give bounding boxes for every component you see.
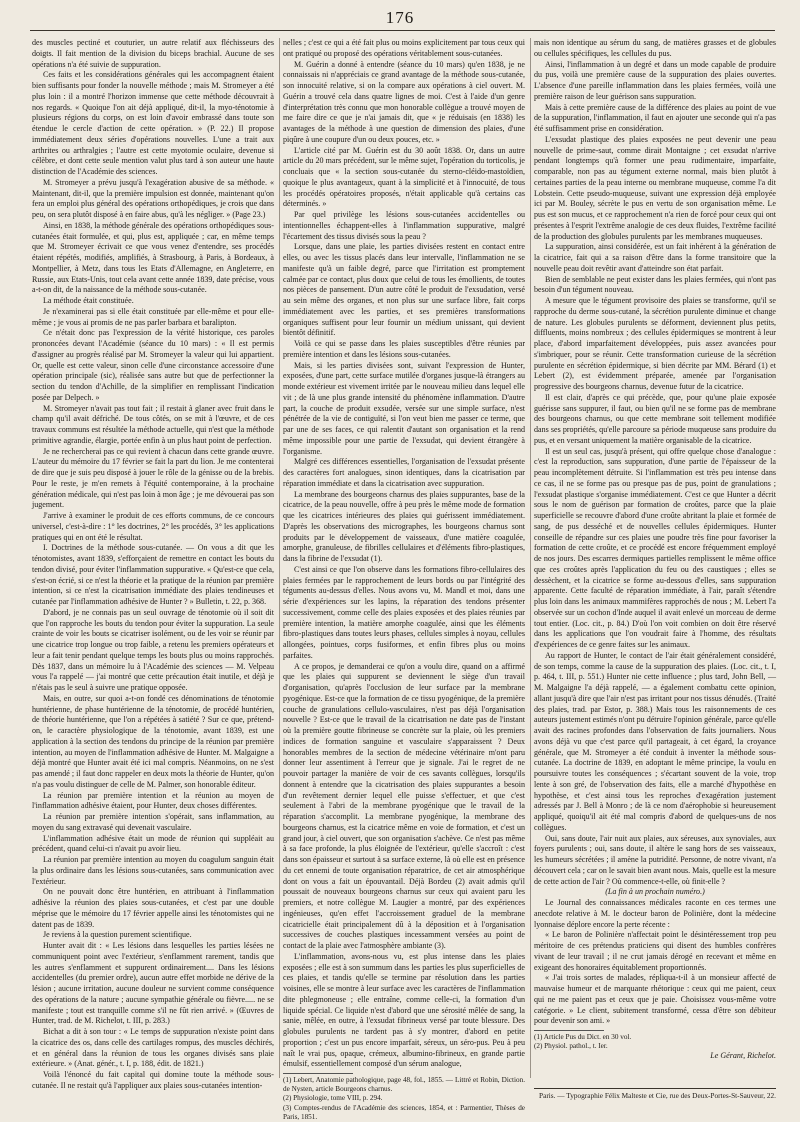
paragraph: Bichat a dit à son tour : « Le temps de suppuration n'existe point dans la cicatrice des os, dans celle des cartilages rompus, des muscles déchirés, et en général dans la réunion de tous les organes divisés sans plaie extérieure. » (Anat. génér., t. I, p. 188, édit. de 1821.) xyxy=(32,1027,274,1069)
paragraph: L'article cité par M. Guérin est du 30 août 1838. Or, dans un autre article du 20 mars précédent, sur le même sujet, l'opération du torticolis, je concluais que « la section sous-cutanée du sterno-cléido-mastoïdien, quoique le plus avantageux, quant à la simplicité et à l'innocuité, de tous les procédés opératoires proposés, n'était applicable qu'à certains cas déterminés. » xyxy=(283,145,525,209)
paragraph: J'arrive à examiner le produit de ces efforts communs, de ce concours universel, c'est-à-dire : 1° les doctrines, 2° les procédés, 3° les applications pratiques qui en ont été le résultat. xyxy=(32,511,274,542)
page-number: 176 xyxy=(385,8,415,27)
paragraph: « Le baron de Polinière n'affectait point le désintéressement trop peu méritoire de ces prétendus praticiens qui disent des humbles confrères vivant de leur travail ; il ne crut jamais dérogé en recevant et même en exigeant des honoraires équitablement proportionnés. xyxy=(534,930,776,972)
paragraph: Je n'examinerai pas si elle était constituée par elle-même et pour elle-même ; je vous ai promis de ne pas parler barbara et baralipton. xyxy=(32,306,274,327)
text-column-3 xyxy=(534,38,776,1061)
paragraph: Ainsi, l'inflammation à un degré et dans un mode capable de produire du pus, voilà une première cause de la suppuration des plaies ouvertes. L'absence d'une pareille inflammation dans les plaies fermées, voilà une première raison de leur guérison sans suppuration. xyxy=(534,59,776,101)
paragraph: L'exsudat plastique des plaies exposées ne peut devenir une peau nouvelle de prime-saut, comme dirait Montaigne ; cet exsudat n'arrive pendant longtemps qu'à former une peau rudimentaire, imparfaite, comparable, non pas au tégument externe normal, mais bien plutôt à certaines parties de la peau interne ou membrane muqueuse, comme l'a dit Lobstein. Cette pseudo-muqueuse, suivant une expression déjà employée ici par M. Bouley, sécrète le pus en vertu de son organisation même. Le pus est son mucus, et ce rapprochement n'a rien de forcé pour ceux qui ont présentes à l'esprit l'extrême analogie de ces deux fluides, l'extrême facilité de la production des globules purulents par les membranes muqueuses. xyxy=(534,134,776,241)
paragraph: La réunion par première intention et la réunion au moyen de l'inflammation adhésive étaient, pour Hunter, deux choses différentes. xyxy=(32,790,274,811)
footnote: (1) Article Pus du Dict. en 30 vol. xyxy=(534,1033,632,1041)
paragraph: Lorsque, dans une plaie, les parties divisées restent en contact entre elles, ou avec les tissus placés dans leur intervalle, l'inflammation ne se manifeste qu'à un faible degré, parce que l'irritation est promptement calmée par ce contact, plus doux que celui de tous les émollients, de toutes nos pièces de pansement. D'un autre côté le produit de l'exsudation, versé au sein même des organes, et non plus sur une surface libre, fait corps immédiatement avec les parties, et ses premières transformations organiques suffisent pour leur fournir un médium unissant, qui devient bientôt définitif. xyxy=(283,242,525,338)
paragraph: La réunion par première intention s'opérait, sans inflammation, au moyen du sang extravasé qui devenait vasculaire. xyxy=(32,812,274,832)
paragraph: La membrane des bourgeons charnus des plaies suppurantes, base de la cicatrice, de la peau nouvelle, offre à peu près le même mode de formation que les cicatrices intérieures des plaies qui guérissent immédiatement. D'après les observations des micrographes, les bourgeons charnus sont produits par le développement de vaisseaux, d'une matière coagulée, amorphe, granuleuse, de fibrilles cellulaires et d'éléments fibro-plastiques, dans la fibrine de l'exsudat (1). xyxy=(283,489,525,563)
paragraph: Ainsi, en 1838, la méthode générale des opérations orthopédiques sous-cutanées était formulée, et qui, plus est, appliquée ; car, en même temps que M. Stromeyer écrivait ce que vous venez d'entendre, ses procédés étaient répétés, modifiés, amplifiés, à Strasbourg, à Paris, à Bordeaux, à Montpellier, à Metz, dans tous les Etats d'Allemagne, en Angleterre, en Russie, aux Etats-Unis, tout cela avant cette année 1839, date précise, vous a-t-on dit, de la naissance de la méthode sous-cutanée. xyxy=(32,220,274,295)
paragraph: Bien de semblable ne peut exister dans les plaies fermées, qui n'ont pas besoin d'un tégument nouveau. xyxy=(534,274,776,295)
continued-notice: (La fin à un prochain numéro.) xyxy=(605,887,705,897)
paragraph: nelles ; c'est ce qui a été fait plus ou moins explicitement par tous ceux qui ont pratiqué ou proposé des opérations véritablement sous-cutanées. xyxy=(283,38,525,58)
paragraph: Malgré ces différences essentielles, l'organisation de l'exsudat présente des caractères fort analogues, sinon identiques, dans la cicatrisation par réparation immédiate et dans la cicatrisation avec suppuration. xyxy=(283,457,525,488)
header-rule xyxy=(30,30,775,31)
column-divider xyxy=(530,38,531,1078)
paragraph: « J'ai trois sortes de malades, répliqua-t-il à un monsieur affecté de mauvaise humeur et de marquante rhétorique : ceux qui me paient, ceux qui ne me paient pas et ceux que je paie. Choisissez vous-même votre catégorie. » Le client, subitement transformé, cessa d'être son débiteur pour devenir son ami. » xyxy=(534,973,776,1026)
text-column-2 xyxy=(283,38,525,1121)
paragraph: L'inflammation, avons-nous vu, est plus intense dans les plaies exposées ; elle est à son summum dans les parties les plus superficielles de ces plaies, et tandis qu'elle se termine par résolution dans les parties voisines, elle se montre à leur surface avec les caractères de l'inflammation dite phlegmoneuse ; elle entraîne, comme celle-ci, la formation d'un liquide spécial. Ce liquide n'est d'abord que une sérosité mêlée de sang, la sanie, mêlée, en outre, à l'exsudat fibrineux versé par toute blessure. Des globules purulents ne tardent pas à s'y montrer, d'abord en petite proportion ; c'est un pus encore imparfait, séreux, un séro-pus. Peu à peu naît le vrai pus, opaque, crémeux, albumino-fibrineux, en grande partie émulsif, essentiellement composé d'un sérum analogue, xyxy=(283,951,525,1069)
paragraph: La réunion par première intention au moyen du coagulum sanguin était la plus ordinaire dans les lésions sous-cutanées, sans communication avec l'extérieur. xyxy=(32,855,274,886)
paragraph: Je reviens à la question purement scientifique. xyxy=(43,930,192,940)
paragraph: M. Stromeyer a prévu jusqu'à l'exagération abusive de sa méthode. « Maintenant, dit-il, que la première impulsion est donnée, maintenant qu'on fera un emploi plus général des opérations orthopédiques, je crois que dans peu, on sera plutôt disposé à en faire abus, qu'à les négliger. » (Page 23.) xyxy=(32,177,274,219)
paragraph: Il est un seul cas, jusqu'à présent, qui offre quelque chose d'analogue : c'est la reproduction, sans suppuration, d'une partie de l'épaisseur de la peau incomplètement détruite. Si l'inflammation est très peu intense dans ce cas, il ne se forme pas ou presque pas de pus, point de granulations ; l'exsudat plastique s'organise immédiatement. C'est ce que Hunter a décrit sous le nom de guérison par formation de croûtes, parce que la plaie superficielle se recouvre d'abord d'une croûte abritant la plaie et formée de sang, de pus desséché et de nouvelles cellules épidermiques. Hunter conseille de répandre sur ces plaies une poudre très fine pour favoriser la formation de cette croûte, et ce procédé est encore fréquemment employé de nos jours. Des escarres dermiques partielles remplissent le même office que ces croûtes après l'application du feu ou des caustiques ; elles se dessèchent, et la cicatrice se forme au-dessous d'elles, sans suppuration apparente. Cette faculté de réparation immédiate, à l'air, paraît s'étendre plus loin dans les animaux mammifères rapprochés de nous ; M. Lebert l'a observée sur un cochon d'Inde auquel il avait enlevé un morceau de derme tout entier. (Loc. cit., p. 84.) D'où l'on voit combien on doit être réservé dans les applications que l'on voudrait faire à l'homme, des résultats d'expériences de ce genre faites sur les animaux. xyxy=(534,446,776,649)
footnote: (2) Physiologie, tome VIII, p. 294. xyxy=(283,1094,383,1103)
footnotes xyxy=(534,1033,776,1051)
paragraph: Au rapport de Hunter, le contact de l'air était généralement considéré, de son temps, comme la cause de la suppuration des plaies. (Loc. cit., t. I, p. 464, t. III, p. 551.) Hunter nie cette influence ; plus tard, John Bell, — M. Malgaigne l'a déjà rappelé, — a également combattu cette opinion, allant jusqu'à dire que l'air n'est pas irritant pour nos tissus dénudés. (Traité des plaies, trad. par Estor, p. 388.) Mais tous les raisonnements de ces auteurs justement estimés n'ont pu détruire l'opinion générale, parce qu'elle avait des racines profondes dans l'observation de faits journaliers. Nous avons déjà vu que c'est parce qu'il partageait, à cet égard, la croyance générale, que M. Stromeyer a été conduit à inventer la méthode sous-cutanée. La doctrine de 1839, en adoptant le même principe, la voulu en poursuivre toutes les conséquences ; s'écartant souvent de la voie, trop lente à son gré, de l'observation des faits, elle a marché d'hypothèse en hypothèse, et c'est ainsi tous les reproches d'exagération justement adressés par J. Bell à Monro ; de là ce nom d'aérophobie si heureusement appliqué, quoiqu'il ait été mal compris d'abord de quelques-uns de nos collègues. xyxy=(534,650,776,832)
paragraph: L'inflammation adhésive était un mode de réunion qui suppléait au précédent, quand celui-ci n'avait pu avoir lieu. xyxy=(32,833,274,854)
text-column-1 xyxy=(32,38,274,1090)
paragraph: Par quel privilège les lésions sous-cutanées accidentelles ou intentionnelles échappent-elles à l'inflammation suppurative, malgré l'écartement des tissus divisés sous la peau ? xyxy=(283,210,525,241)
paragraph: Hunter avait dit : « Les lésions dans lesquelles les parties lésées ne communiquent point avec l'extérieur, s'enflamment rarement, tandis que les autres s'enflamment et suppurent ordinairement.... Dans les lésions accidentelles (du premier ordre), aucun autre effet morbide ne dérive de la lésion ; aucune irritation, aucune douleur ne survient comme conséquence des opérations de la nature ; aucune sympathie générale ou fièvre..... ne se manifeste ; tout est tranquille comme s'il ne fût rien arrivé. » (Œuvres de Hunter, trad. de M. Richelot, t. III, p. 283.) xyxy=(32,941,274,1026)
paragraph: Voilà ce qui se passe dans les plaies susceptibles d'être réunies par première intention et dans les lésions sous-cutanées. xyxy=(283,339,525,359)
paragraph: On ne pouvait donc être huntérien, en attribuant à l'inflammation adhésive la réunion des plaies sous-cutanées, et c'est par une double méprise que le mémoire du 17 février appelle ainsi les ténotomistes qui ne datent pas de 1839. xyxy=(32,887,274,929)
paragraph: M. Guérin a donné à entendre (séance du 10 mars) qu'en 1838, je ne connaissais ni n'appréciais ce grand avantage de la méthode sous-cutanée, son innocuité relative, si on la compare aux opérations à ciel ouvert. M. Guérin a trouvé cela dans quatre lignes de moi. C'est à l'aide d'un genre d'interprétation très connu que mon honorable collègue a trouvé moyen de me faire dire ce que je n'ai jamais dit, que « je réduisais (en 1838) les avantages de la méthode à une question de dimension des plaies, d'une piqûre à une coupure d'un ou deux pouces, etc. » xyxy=(283,59,525,144)
paragraph: des muscles pectiné et couturier, un autre relatif aux fléchisseurs des doigts. Il fait mention de la division du biceps brachial. Aucune de ses opérations n'a été suivie de suppuration. xyxy=(32,38,274,69)
paragraph: Ces faits et les considérations générales qui les accompagnent étaient bien suffisants pour fonder la nouvelle méthode ; mais M. Stromeyer a été plus loin : il a montré l'horizon immense que cette méthode découvrait à nos regards. « Quoique l'on ait déjà appliqué, dit-il, la myo-ténotomie à plusieurs régions du corps, on est loin d'avoir embrassé dans toute son étendue le cercle d'action de cette opération. » (P. 22.) Il propose immédiatement deux séries d'opérations nouvelles. L'une a trait aux arthrites ou arthralgies ; l'autre est cette myotomie oculaire, devenue si célèbre, et dont cette seule mention valut plus tard à son auteur une haute distinction de l'Académie des sciences. xyxy=(32,70,274,176)
paragraph: Le Journal des connaissances médicales raconte en ces termes une anecdote relative à M. le docteur baron de Polinière, dont la médecine lyonnaise déplore encore la perte récente : xyxy=(534,898,776,929)
paragraph: D'abord, je ne connais pas un seul ouvrage de ténotomie où il soit dit que l'on rapproche les bouts du tendon pour éviter la suppuration. La seule crainte de voir les bouts se cicatriser isolément, ou de les voir se réunir par une cicatrice trop longue ou trop faible, a retenu les premiers opérateurs et leur a fait tenir pendant quelque temps les bouts plus ou moins rapprochés. Dès 1837, dans un mémoire lu à l'Académie des sciences — M. Velpeau vous l'a rappelé — j'ai montré que cette précaution était inutile, et déjà je n'étais pas le seul à suivre une pratique opposée. xyxy=(32,607,274,692)
paragraph: I. Doctrines de la méthode sous-cutanée. — On vous a dit que les ténotomistes, avant 1839, s'efforçaient de remettre en contact les bouts du tendon divisé, pour éviter l'inflammation suppurative. « Qu'est-ce que cela, s'est-on écrié, si ce n'est la théorie et la pratique de la réunion par première intention, si ce n'est la cicatrisation immédiate des plaies tendineuses et cutanée par l'inflammation adhésive de Hunter ? » Bulletin, t. 22, p. 368. xyxy=(32,543,274,606)
paragraph: Mais, si les parties divisées sont, suivant l'expression de Hunter, exposées, d'une part, cette surface mutilée d'organes jusque-là étrangers au monde extérieur est vivement irritée par le nouveau milieu dans lequel elle vit ; de là une plus grande intensité du phénomène inflammation. D'autre part, la couche de produit exsudée, versée sur une simple surface, n'est pénétrée de la vie de contiguïté, si l'on veut bien me passer ce terme, que par une de ses faces, ce qui ralentit d'autant son organisation et la rend même impossible pour une partie de l'exsudat, qui devient étrangère à l'organisme. xyxy=(283,360,525,456)
paragraph: La suppuration, ainsi considérée, est un fait inhérent à la génération de la cicatrice, fait qui a sa raison d'être dans la forme transitoire que la nouvelle peau doit revêtir avant d'atteindre son état parfait. xyxy=(534,242,776,273)
paragraph: Mais, en outre, sur quoi a-t-on fondé ces dénominations de ténotomie huntérienne, de phase huntérienne de la ténotomie, de procédé huntérien, de théorie huntérienne, que l'on a répétées à satiété ? Sur ce que, prétend-on, le caractère physiologique de la ténotomie, avant 1839, est une application à la section des tendons du principe de la réunion par première intention, au moyen de l'inflammation adhésive de Hunter. M. Malgaigne a déjà montré que Hunter avait été ici mal compris. Néanmoins, on ne s'est pas amendé ; il faut donc rappeler en deux mots la théorie de Hunter, qu'on n'a pas voulu distinguer de celle de M. Palmer, son honorable éditeur. xyxy=(32,693,274,789)
footnote-rule xyxy=(534,1030,604,1031)
column-divider xyxy=(279,38,280,1078)
paragraph: Oui, sans doute, l'air nuit aux plaies, aux séreuses, aux synoviales, aux foyers purulents ; oui, sans doute, il altère le sang hors de ses vaisseaux, les humeurs sécrétées ; il amène la putridité. Personne, de notre vivant, n'a découvert cela ; car on le savait bien avant nous. Mais, quelle est la mesure de cette action de l'air ? Où commence-t-elle, où finit-elle ? xyxy=(534,833,776,886)
footnote-rule xyxy=(283,1073,353,1074)
paragraph: Voilà l'énoncé du fait capital qui domine toute la méthode sous-cutanée. Il ne restait qu'à l'appliquer aux plaies sous-cutanées intention- xyxy=(32,1070,274,1090)
paragraph: A ce propos, je demanderai ce qu'on a voulu dire, quand on a affirmé que les plaies qui suppurent se deviennent le siège d'un travail d'organisation, qu'après l'occlusion de leur surface par la membrane pyogénique. Est-ce que la formation de ce tissu pyogénique, de la première couche de granulations cellulo-vasculaires, n'est pas déjà l'organisation nouvelle ? Est-ce que le travail de la cicatrisation ne date pas de l'instant où la première goutte fibrineuse se concrète sur la plaie, où les premiers indices de formation sanguine et vasculaire s'apparaissent ? Deux honorables membres de la section de médecine vétérinaire m'ont paru donner leur assentiment à l'erreur que je signale. J'ai le regret de ne pouvoir partager la manière de voir de ces savants collègues, lorsqu'ils donnent à entendre que la cicatrisation des plaies suppurantes a besoin d'un revêtement dernier lequel elle puisse s'effectuer, et que c'est seulement à l'abri de la membrane pyogénique que le travail de la réparation s'accomplit. La membrane pyogénique, la membrane des bourgeons charnus, est la cicatrice même en voie de formation, et c'est un grand jour, à ciel ouvert, que son organisation s'achève. Ce n'est pas même à sa face profonde, la plus éloignée de l'extérieur, qu'elle s'accroît : c'est dans son épaisseur et surtout à sa surface externe, là où elle est en présence du cet ennemi de toute organisation réparatrice, de cet air atmosphérique dont on vous a fait un épouvantail. Déjà Bordeu (2) avait admis qu'il poussait de nouveaux bourgeons charnus sur ceux qui avaient paru les premiers, et notre collègue M. Laugier a montré, par des expériences ingénieuses, qu'en effet l'accroissement graduel de la membrane cicatricielle était principalement dû à la déposition et à l'organisation successives de couches plastiques incessamment versées au point de contact de la plaie avec l'atmosphère ambiante (3). xyxy=(283,661,525,950)
paragraph: La méthode était constituée. xyxy=(43,296,134,305)
paragraph: C'est ainsi ce que l'on observe dans les formations fibro-cellulaires des plaies fermées par le rapprochement de leurs bords ou par l'intégrité des téguments au-dessus d'elles. Nous avons vu, M. Mandl et moi, dans une série d'expériences sur les lapins, la réparation des tendons présenter successivement, comme celle des plaies exposées et des plaies réunies par première intention, la matière amorphe coagulée, ainsi que les éléments fibro-plastiques dans toutes leurs phases, cellules simples à noyau, cellules allongées, pointues, corps fusiformes, et enfin fibres plus ou moins parfaites. xyxy=(283,564,525,660)
paragraph: Mais à cette première cause de la différence des plaies au point de vue de la suppuration, l'inflammation, il faut en ajouter une seconde qui n'a pas été suffisamment prise en considération. xyxy=(534,102,776,133)
paragraph: A mesure que le tégument provisoire des plaies se transforme, qu'il se rapproche du derme sous-cutané, la sécrétion purulente diminue et change de nature. Les globules purulents se déforment, deviennent plus petits, diffluents, moins nombreux ; des cellules épidermiques se montrent à leur place, d'abord imparfaitement développées, puis assez avancées pour s'imbriquer, pour se réunir. Cette transformation curieuse de la sécrétion purulente en sécrétion épidermique, si bien décrite par MM. Bérard (1) et Lebert (2), est évidemment préparée, amenée par l'organisation progressive des bourgeons charnus, devenue futur de la cicatrice. xyxy=(534,296,776,391)
footnote: (3) Comptes-rendus de l'Académie des sciences, 1854, et : Parmentier, Thèses de Paris, 1851. xyxy=(283,1103,525,1121)
paragraph: mais non identique au sérum du sang, de matières grasses et de globules ou cellules spécifiques, les cellules du pus. xyxy=(534,38,776,58)
paragraph: Je ne rechercherai pas ce qui revient à chacun dans cette grande œuvre. L'auteur du mémoire du 17 février se fait la part du lion. Je me contenterai de dire que je suis peu disposé à jouer le rôle de la génisse ou de la brebis. Pour le reste, je m'en remets à l'équité contemporaine, à la prochaine génération médicale, qui n'est pas loin à mon âge ; je me dévouerai pas son jugement. xyxy=(32,446,274,510)
paragraph: M. Stromeyer n'avait pas tout fait ; il restait à glaner avec fruit dans le champ qu'il avait défriché. De tous côtés, on se mit à l'œuvre, et de ces travaux communs est résultée la méthode actuelle, qui n'est que la méthode primitive agrandie, élargie, portée enfin à un plus haut point de perfection. xyxy=(32,403,274,445)
footnotes xyxy=(283,1076,525,1122)
printer-line: Paris. — Typographie Félix Malteste et Cie, rue des Deux-Portes-St-Sauveur, 22. xyxy=(534,1088,776,1100)
paragraph: Il est clair, d'après ce qui précède, que, pour qu'une plaie exposée guérisse sans suppurer, il faut, ou bien qu'il ne se forme pas de membrane des bourgeons charnus, ou que cette membrane soit tellement modifiée dans ses propriétés, qu'elle parcoure sa période muqueuse sans produire du pus, et en versant uniquement la matière organisable de la cicatrice. xyxy=(534,392,776,445)
signature: Le Gérant, Richelot. xyxy=(710,1051,776,1061)
paragraph: Ce n'était donc pas l'expression de la vérité historique, ces paroles prononcées devant l'Académie (séance du 10 mars) : « Il est permis d'assigner au progrès réalisé par M. Stromeyer la valeur qui lui appartient. Or, quelle est cette valeur, sinon celle d'une circonstance accessoire d'une opération principale (sic), réalisée sans autre but que de perfectionner la section du tendon d'Achille, de la simplifier en remplissant l'indication posée par Delpech. » xyxy=(32,328,274,402)
footnote: (1) Lebert, Anatomie pathologique, page 48, fol., 1855. — Littré et Robin, Diction. de Nysten, article Bourgeons charnus. xyxy=(283,1076,525,1094)
footnote: (2) Physiol. pathol., t. Ier. xyxy=(534,1042,608,1051)
